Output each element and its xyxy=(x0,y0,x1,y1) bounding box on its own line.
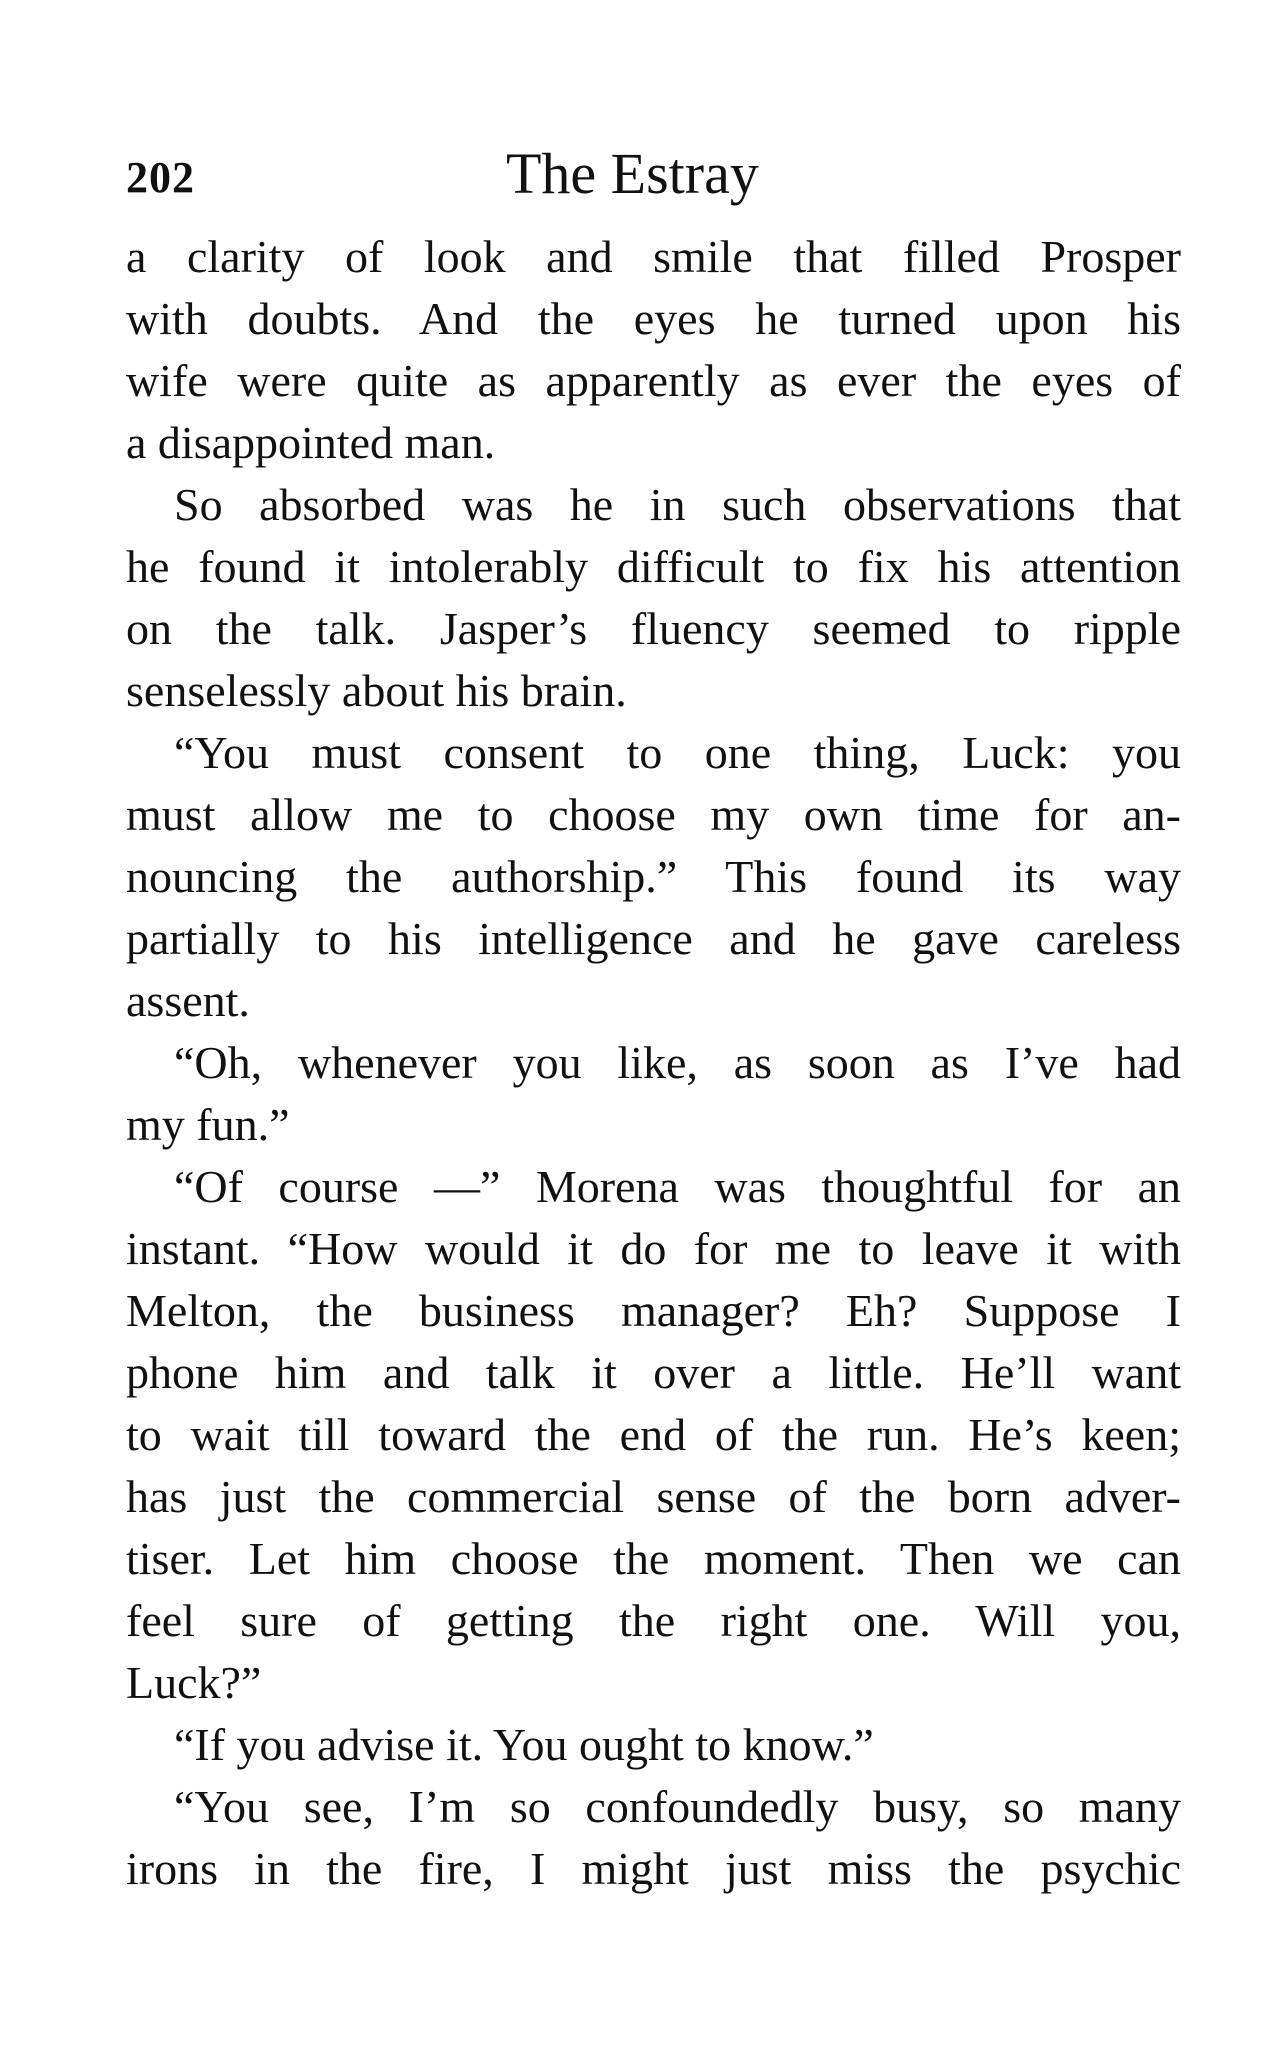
page-number: 202 xyxy=(126,153,195,202)
text-line: “Of course —” Morena was thoughtful for an xyxy=(174,1161,1181,1212)
text-line: instant. “How would it do for me to leave it with xyxy=(126,1223,1181,1274)
text-line: tiser. Let him choose the moment. Then we can xyxy=(126,1533,1181,1584)
text-line: my fun.” xyxy=(126,1099,290,1150)
text-line: has just the commercial sense of the born adver- xyxy=(126,1471,1181,1522)
text-line: irons in the fire, I might just miss the psychic xyxy=(126,1843,1181,1894)
text-line: on the talk. Jasper’s fluency seemed to ripple xyxy=(126,603,1181,654)
text-line: a clarity of look and smile that filled Prosper xyxy=(126,231,1181,282)
text-line: “If you advise it. You ought to know.” xyxy=(174,1719,874,1770)
text-line: must allow me to choose my own time for an- xyxy=(126,789,1181,840)
page-header xyxy=(126,140,1181,210)
text-line: phone him and talk it over a little. He’ll want xyxy=(126,1347,1181,1398)
text-line: Melton, the business manager? Eh? Suppose I xyxy=(126,1285,1181,1336)
text-line: “You see, I’m so confoundedly busy, so many xyxy=(174,1781,1181,1832)
text-line: nouncing the authorship.” This found its way xyxy=(126,851,1181,902)
text-line: feel sure of getting the right one. Will you, xyxy=(126,1595,1181,1646)
text-line: “You must consent to one thing, Luck: you xyxy=(174,727,1181,778)
text-line: wife were quite as apparently as ever the eyes of xyxy=(126,355,1181,406)
text-line: with doubts. And the eyes he turned upon his xyxy=(126,293,1181,344)
text-line: partially to his intelligence and he gave careless xyxy=(126,913,1181,964)
text-line: assent. xyxy=(126,975,250,1026)
text-line: a disappointed man. xyxy=(126,417,496,468)
text-line: to wait till toward the end of the run. He’s keen; xyxy=(126,1409,1181,1460)
text-line: “Oh, whenever you like, as soon as I’ve had xyxy=(174,1037,1181,1088)
text-line: he found it intolerably difficult to fix his attention xyxy=(126,541,1181,592)
text-line: senselessly about his brain. xyxy=(126,665,627,716)
running-title: The Estray xyxy=(506,141,759,206)
body-text xyxy=(126,226,1181,1900)
text-line: So absorbed was he in such observations that xyxy=(174,479,1181,530)
text-line: Luck?” xyxy=(126,1657,262,1708)
